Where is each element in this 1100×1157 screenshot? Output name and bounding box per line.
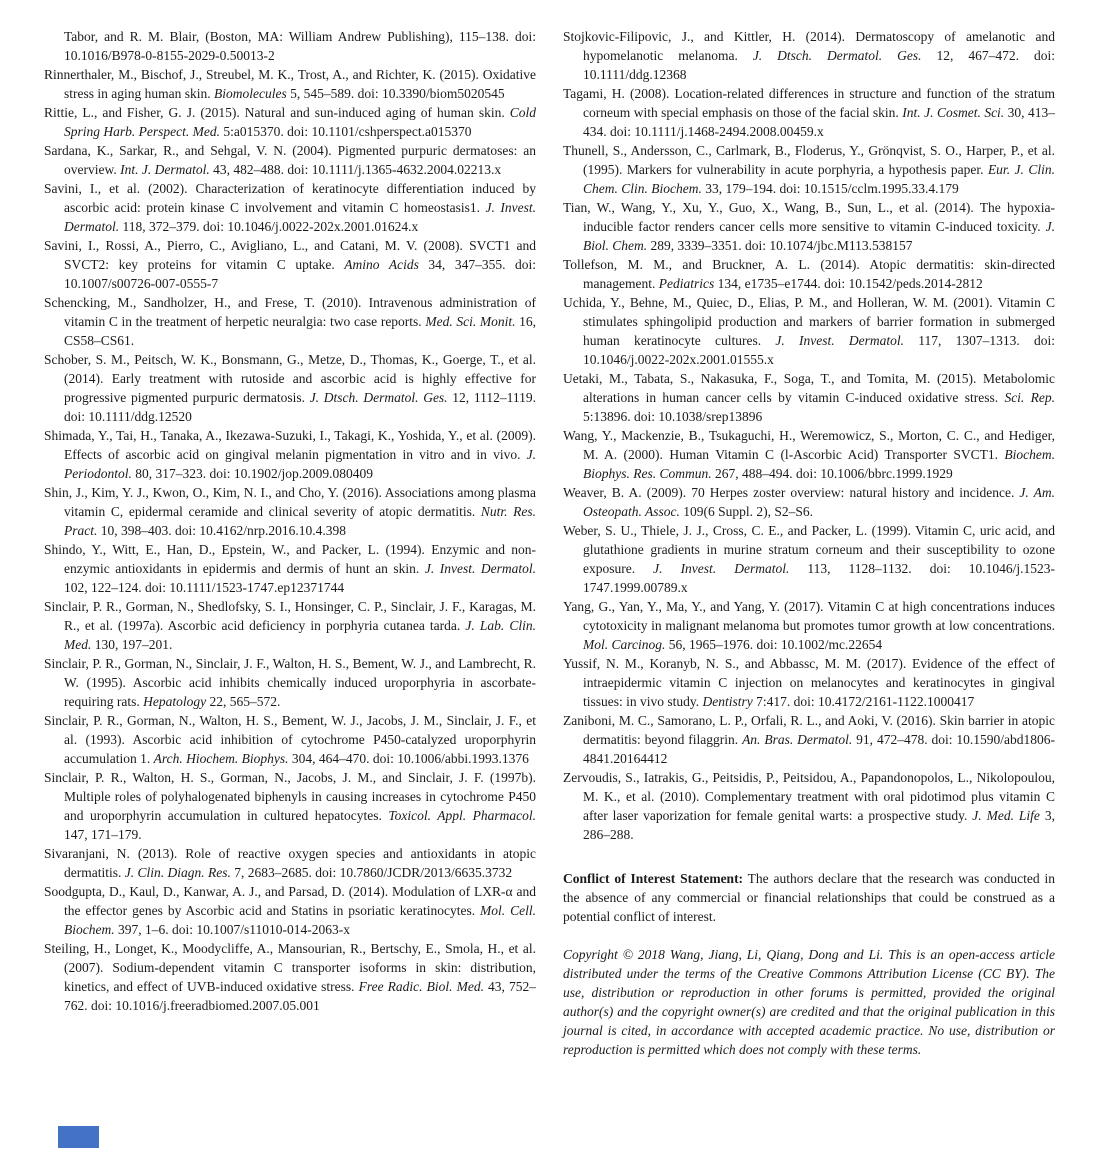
reference-text: 304, 464–470. doi: 10.1006/abbi.1993.1376 (288, 751, 529, 766)
reference-entry (44, 426, 536, 483)
reference-entry (563, 141, 1055, 198)
reference-text: Rinnerthaler, M., Bischof, J., Streubel, M. K., Trost, A., and Richter, K. (2015). Oxidative stress in aging human skin. (44, 67, 536, 101)
reference-text: Wang, Y., Mackenzie, B., Tsukaguchi, H., Weremowicz, S., Morton, C. C., and Hediger, M. A. (2000). Human Vitamin C (l-Ascorbic Acid) Transporter SVCT1. (563, 428, 1055, 462)
reference-text: Schober, S. M., Peitsch, W. K., Bonsmann, G., Metze, D., Thomas, K., Goerge, T., et al. (2014). Early treatment with rutoside and ascorbic acid is highly effective for progressive pigmented purpuric dermatosis. (44, 352, 536, 405)
reference-journal-name: J. Med. Life (972, 808, 1040, 823)
reference-text: Shimada, Y., Tai, H., Tanaka, A., Ikezawa-Suzuki, I., Takagi, K., Yoshida, Y., et al. (2009). Effects of ascorbic acid on gingival melanin pigmentation in vitro and in vivo. (44, 428, 536, 462)
reference-entry (563, 597, 1055, 654)
reference-text: Rittie, L., and Fisher, G. J. (2015). Natural and sun-induced aging of human skin. (44, 105, 510, 120)
reference-text: 34, 347–355. doi: 10.1007/s00726-007-0555-7 (64, 257, 537, 291)
reference-journal-name: J. Biol. Chem. (583, 219, 1055, 253)
reference-text: 16, CS58–CS61. (64, 314, 536, 348)
reference-text: 43, 752–762. doi: 10.1016/j.freeradbiomed.2007.05.001 (64, 979, 537, 1013)
reference-journal-name: Nutr. Res. Pract. (64, 504, 536, 538)
reference-text: 3, 286–288. (583, 808, 1055, 842)
reference-text: 147, 171–179. (64, 827, 142, 842)
reference-entry (563, 426, 1055, 483)
reference-entry (44, 293, 536, 350)
reference-text: Schencking, M., Sandholzer, H., and Frese, T. (2010). Intravenous administration of vitamin C in the treatment of herpetic neuralgia: two case reports. (44, 295, 536, 329)
reference-entry (563, 711, 1055, 768)
reference-journal-name: J. Am. Osteopath. Assoc. (583, 485, 1056, 519)
reference-journal-name: Int. J. Cosmet. Sci. (902, 105, 1005, 120)
reference-text: 43, 482–488. doi: 10.1111/j.1365-4632.2004.02213.x (209, 162, 502, 177)
reference-text: 102, 122–124. doi: 10.1111/1523-1747.ep12371744 (64, 580, 345, 595)
reference-text: 10, 398–403. doi: 10.4162/nrp.2016.10.4.398 (97, 523, 346, 538)
reference-text: Soodgupta, D., Kaul, D., Kanwar, A. J., and Parsad, D. (2014). Modulation of LXR-α and the effector genes by Ascorbic acid and Statins in psoriatic keratinocytes. (44, 884, 536, 918)
reference-entry (44, 597, 536, 654)
reference-text: Weber, S. U., Thiele, J. J., Cross, C. E., and Packer, L. (1999). Vitamin C, uric acid, and glutathione gradients in murine stratum corneum and their susceptibility to ozone exposure. (563, 523, 1055, 576)
reference-text: 30, 413–434. doi: 10.1111/j.1468-2494.2008.00459.x (583, 105, 1056, 139)
reference-text: 33, 179–194. doi: 10.1515/cclm.1995.33.4.179 (701, 181, 959, 196)
reference-text: 12, 1112–1119. doi: 10.1111/ddg.12520 (64, 390, 536, 424)
reference-journal-name: Mol. Carcinog. (583, 637, 666, 652)
reference-entry (44, 844, 536, 882)
reference-text: Savini, I., Rossi, A., Pierro, C., Avigliano, L., and Catani, M. V. (2008). SVCT1 and SVCT2: key proteins for vitamin C uptake. (44, 238, 536, 272)
reference-text: Stojkovic-Filipovic, J., and Kittler, H. (2014). Dermatoscopy of amelanotic and hypomelanotic melanoma. (563, 29, 1055, 63)
reference-text: 22, 565–572. (206, 694, 281, 709)
reference-journal-name: J. Periodontol. (64, 447, 536, 481)
reference-journal-name: An. Bras. Dermatol. (742, 732, 853, 747)
reference-journal-name: J. Invest. Dermatol. (653, 561, 790, 576)
reference-journal-name: Hepatology (143, 694, 207, 709)
reference-entry (44, 103, 536, 141)
reference-entry (44, 179, 536, 236)
reference-text: 80, 317–323. doi: 10.1902/jop.2009.080409 (131, 466, 374, 481)
reference-entry (563, 198, 1055, 255)
reference-entry (563, 369, 1055, 426)
reference-journal-name: Mol. Cell. Biochem. (64, 903, 536, 937)
reference-text: Tabor, and R. M. Blair, (Boston, MA: William Andrew Publishing), 115–138. doi: 10.1016/B978-0-8155-2029-0.50013-2 (64, 29, 536, 63)
reference-text: Sinclair, P. R., Gorman, N., Sinclair, J. F., Walton, H. S., Bement, W. J., and Lambrecht, R. W. (1995). Ascorbic acid inhibits chemically induced uroporphyria in ascorbate-requiring rats. (44, 656, 536, 709)
reference-text: Shindo, Y., Witt, E., Han, D., Epstein, W., and Packer, L. (1994). Enzymic and non-enzymic antioxidants in epidermis and dermis of hunt an skin. (44, 542, 536, 576)
reference-journal-name: Cold Spring Harb. Perspect. Med. (64, 105, 536, 139)
reference-text: 5, 545–589. doi: 10.3390/biom5020545 (286, 86, 505, 101)
reference-entry (44, 65, 536, 103)
reference-entry (563, 483, 1055, 521)
reference-text: Uchida, Y., Behne, M., Quiec, D., Elias, P. M., and Holleran, W. M. (2001). Vitamin C stimulates sphingolipid production and markers of barrier formation in submerged human keratinocyte cultures. (563, 295, 1055, 348)
reference-text: Steiling, H., Longet, K., Moodycliffe, A., Mansourian, R., Bertschy, E., Smola, H., et al. (2007). Sodium-dependent vitamin C transporter isoforms in skin: distribution, kinetics, and effect of UVB-induced oxidative stress. (44, 941, 536, 994)
reference-text: 118, 372–379. doi: 10.1046/j.0022-202x.2001.01624.x (119, 219, 419, 234)
reference-text: Yang, G., Yan, Y., Ma, Y., and Yang, Y. (2017). Vitamin C at high concentrations induces cytotoxicity in malignant melanoma but promotes tumor growth at low concentrations. (563, 599, 1055, 633)
reference-journal-name: Free Radic. Biol. Med. (358, 979, 484, 994)
reference-text: 397, 1–6. doi: 10.1007/s11010-014-2063-x (114, 922, 350, 937)
references-list-right (563, 27, 1055, 844)
copyright-notice: Copyright © 2018 Wang, Jiang, Li, Qiang, Dong and Li. This is an open-access article distributed under the terms of the Creative Commons Attribution License (CC BY). The use, distribution or reproduction in other forums is permitted, provided the original author(s) and the copyright owner(s) are credited and that the original publication in this journal is cited, in accordance with accepted academic practice. No use, distribution or reproduction is permitted which does not comply with these terms. (563, 947, 1055, 1057)
reference-text: Sinclair, P. R., Walton, H. S., Gorman, N., Jacobs, J. M., and Sinclair, J. F. (1997b). Multiple roles of polyhalogenated biphenyls in causing increases in cytochrome P450 and uroporphyrin accumulation in cultured hepatocytes. (44, 770, 536, 823)
reference-text: Savini, I., et al. (2002). Characterization of keratinocyte differentiation induced by ascorbic acid: protein kinase C involvement and vitamin C homeostasis1. (44, 181, 536, 215)
reference-journal-name: J. Invest. Dermatol. (424, 561, 536, 576)
reference-entry (44, 483, 536, 540)
reference-entry (563, 255, 1055, 293)
reference-text: Tian, W., Wang, Y., Xu, Y., Guo, X., Wang, B., Sun, L., et al. (2014). The hypoxia-inducible factor renders cancer cells more sensitive to vitamin C-induced toxicity. (563, 200, 1055, 234)
reference-text: Yussif, N. M., Koranyb, N. S., and Abbassc, M. M. (2017). Evidence of the effect of intraepidermic vitamin C injection on melanocytes and keratinocytes in gingival tissues: in vivo study. (563, 656, 1055, 709)
reference-text: 289, 3339–3351. doi: 10.1074/jbc.M113.538157 (647, 238, 913, 253)
reference-entry (44, 882, 536, 939)
reference-text: Weaver, B. A. (2009). 70 Herpes zoster overview: natural history and incidence. (563, 485, 1020, 500)
reference-text: Sardana, K., Sarkar, R., and Sehgal, V. N. (2004). Pigmented purpuric dermatoses: an overview. (44, 143, 536, 177)
reference-text: 134, e1735–e1744. doi: 10.1542/peds.2014-2812 (714, 276, 983, 291)
reference-text: Zervoudis, S., Iatrakis, G., Peitsidis, P., Peitsidou, A., Papandonopolos, L., Nikolopoulou, M. K., et al. (2010). Complementary treatment with oral pidotimod plus vitamin C after laser vaporization for female genital warts: a prospective study. (563, 770, 1055, 823)
reference-text: 113, 1128–1132. doi: 10.1046/j.1523-1747.1999.00789.x (583, 561, 1056, 595)
reference-text: 130, 197–201. (91, 637, 173, 652)
reference-entry (44, 350, 536, 426)
reference-text: 267, 488–494. doi: 10.1006/bbrc.1999.1929 (711, 466, 953, 481)
reference-entry (44, 711, 536, 768)
reference-journal-name: Pediatrics (658, 276, 715, 291)
reference-text: 5:a015370. doi: 10.1101/cshperspect.a015370 (219, 124, 472, 139)
reference-text: Tollefson, M. M., and Bruckner, A. L. (2014). Atopic dermatitis: skin-directed management. (563, 257, 1055, 291)
reference-journal-name: Arch. Hiochem. Biophys. (153, 751, 289, 766)
reference-text: Uetaki, M., Tabata, S., Nakasuka, F., Soga, T., and Tomita, M. (2015). Metabolomic alterations in human cancer cells by vitamin C-induced oxidative stress. (563, 371, 1055, 405)
reference-text: Tagami, H. (2008). Location-related differences in structure and function of the stratum corneum with special emphasis on those of the facial skin. (563, 86, 1055, 120)
reference-entry (44, 141, 536, 179)
reference-entry (44, 236, 536, 293)
reference-journal-name: Med. Sci. Monit. (425, 314, 516, 329)
reference-entry (563, 521, 1055, 597)
footer-link-highlight-box (58, 1126, 99, 1148)
reference-entry (563, 84, 1055, 141)
reference-entry (563, 654, 1055, 711)
reference-journal-name: Biomolecules (214, 86, 287, 101)
reference-text: 91, 472–478. doi: 10.1590/abd1806-4841.20164412 (583, 732, 1055, 766)
reference-journal-name: Int. J. Dermatol. (120, 162, 210, 177)
reference-text: 56, 1965–1976. doi: 10.1002/mc.22654 (665, 637, 883, 652)
reference-journal-name: J. Dtsch. Dermatol. Ges. (309, 390, 448, 405)
reference-journal-name: Dentistry (702, 694, 753, 709)
reference-journal-name: Biochem. Biophys. Res. Commun. (583, 447, 1055, 481)
reference-entry (563, 768, 1055, 844)
reference-text: 7, 2683–2685. doi: 10.7860/JCDR/2013/6635.3732 (230, 865, 513, 880)
reference-journal-name: J. Dtsch. Dermatol. Ges. (752, 48, 922, 63)
reference-text: 5:13896. doi: 10.1038/srep13896 (583, 409, 763, 424)
reference-journal-name: Sci. Rep. (1004, 390, 1056, 405)
reference-text: 109(6 Suppl. 2), S2–S6. (679, 504, 814, 519)
reference-text: Sivaranjani, N. (2013). Role of reactive oxygen species and antioxidants in atopic dermatitis. (44, 846, 536, 880)
reference-text: 117, 1307–1313. doi: 10.1046/j.0022-202x.2001.01555.x (583, 333, 1055, 367)
reference-text: Sinclair, P. R., Gorman, N., Shedlofsky, S. I., Honsinger, C. P., Sinclair, J. F., Karagas, M. R., et al. (1997a). Ascorbic acid deficiency in porphyria cutanea tarda. (44, 599, 536, 633)
reference-text: Thunell, S., Andersson, C., Carlmark, B., Floderus, Y., Grönqvist, S. O., Harper, P., et al. (1995). Markers for vulnerability in acute porphyria, a hypothesis paper. (563, 143, 1055, 177)
reference-text: Sinclair, P. R., Gorman, N., Walton, H. S., Bement, W. J., Jacobs, J. M., Sinclair, J. F., et al. (1993). Ascorbic acid inhibition of cytochrome P450-catalyzed uroporphyrin accumulation 1. (44, 713, 536, 766)
reference-journal-name: J. Clin. Diagn. Res. (124, 865, 231, 880)
conflict-of-interest-label: Conflict of Interest Statement: (563, 871, 744, 886)
reference-journal-name: J. Invest. Dermatol. (775, 333, 904, 348)
reference-journal-name: Eur. J. Clin. Chem. Clin. Biochem. (583, 162, 1055, 196)
reference-text: Shin, J., Kim, Y. J., Kwon, O., Kim, N. I., and Cho, Y. (2016). Associations among plasma vitamin C, epidermal ceramide and clinical severity of atopic dermatitis. (44, 485, 536, 519)
reference-text: Zaniboni, M. C., Samorano, L. P., Orfali, R. L., and Aoki, V. (2016). Skin barrier in atopic dermatitis: beyond filaggrin. (563, 713, 1055, 747)
reference-journal-name: J. Lab. Clin. Med. (64, 618, 536, 652)
conflict-of-interest-paragraph (563, 869, 1055, 926)
reference-journal-name: Toxicol. Appl. Pharmacol. (388, 808, 537, 823)
reference-entry (44, 540, 536, 597)
reference-entry (44, 768, 536, 844)
reference-entry (44, 654, 536, 711)
reference-journal-name: Amino Acids (344, 257, 419, 272)
reference-text: 12, 467–472. doi: 10.1111/ddg.12368 (583, 48, 1055, 82)
reference-entry (563, 293, 1055, 369)
references-column-right (563, 27, 1055, 1059)
reference-text: 7:417. doi: 10.4172/2161-1122.1000417 (752, 694, 975, 709)
reference-entry (563, 27, 1055, 84)
references-column-left (44, 27, 536, 1015)
reference-journal-name: J. Invest. Dermatol. (64, 200, 536, 234)
reference-entry (44, 27, 536, 65)
reference-entry (44, 939, 536, 1015)
conflict-of-interest-text: The authors declare that the research was conducted in the absence of any commercial or financial relationships that could be construed as a potential conflict of interest. (563, 871, 1055, 924)
